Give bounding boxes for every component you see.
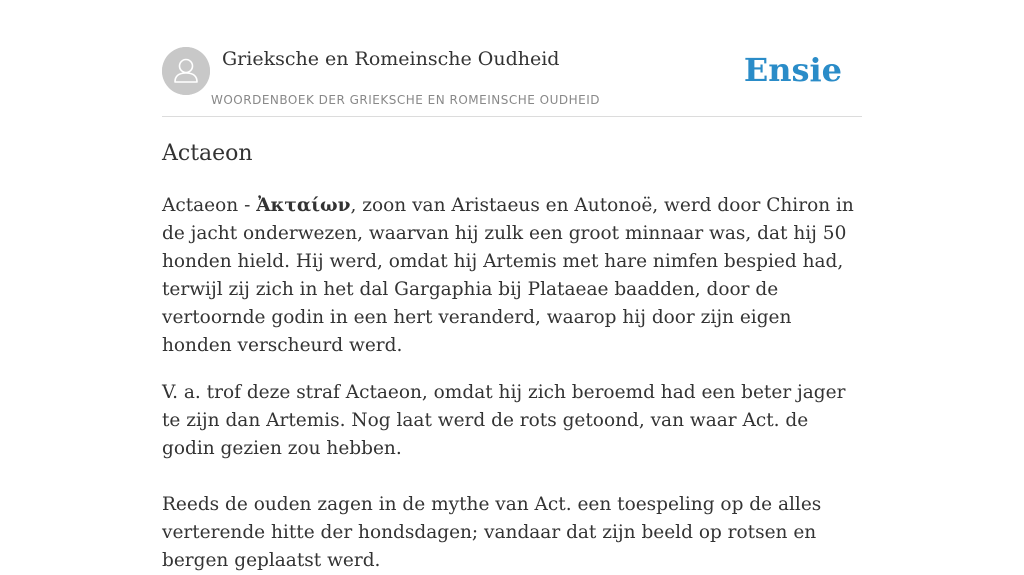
avatar[interactable] xyxy=(162,47,210,95)
article-paragraph: Reeds de ouden zagen in de mythe van Act. een toespeling op de alles verterende hitte der hondsdagen; vandaar dat zijn beeld op rotsen en bergen geplaatst werd. xyxy=(162,494,822,571)
paragraph-text: , zoon van Aristaeus en Autonoë, werd door Chiron in de jacht onderwezen, waarvan hij zulk een groot minnaar was, dat hij 50 honden hield. Hij werd, omdat hij Artemis met hare nimfen bespied had, terwijl zij zich in het dal Gargaphia bij Plataeae baadden, door de vertoornde godin in een hert veranderd, waarop hij door zijn eigen honden verscheurd werd. xyxy=(162,195,854,356)
site-title[interactable]: Grieksche en Romeinsche Oudheid xyxy=(222,48,560,70)
article-paragraph xyxy=(162,192,864,360)
article xyxy=(162,138,864,575)
greek-term: Ἀκταίων xyxy=(256,195,351,216)
paragraph-lead: Actaeon - xyxy=(162,195,257,216)
article-paragraph: V. a. trof deze straf Actaeon, omdat hij zich beroemd had een beter jager te zijn dan Artemis. Nog laat werd de rots getoond, van waar Act. de godin gezien zou hebben. xyxy=(162,382,846,459)
site-subtitle[interactable]: WOORDENBOEK DER GRIEKSCHE EN ROMEINSCHE OUDHEID xyxy=(211,93,601,107)
article-title: Actaeon xyxy=(162,141,253,166)
brand-logo[interactable]: Ensie xyxy=(743,51,842,89)
header xyxy=(162,46,862,117)
user-silhouette-icon xyxy=(162,47,210,95)
